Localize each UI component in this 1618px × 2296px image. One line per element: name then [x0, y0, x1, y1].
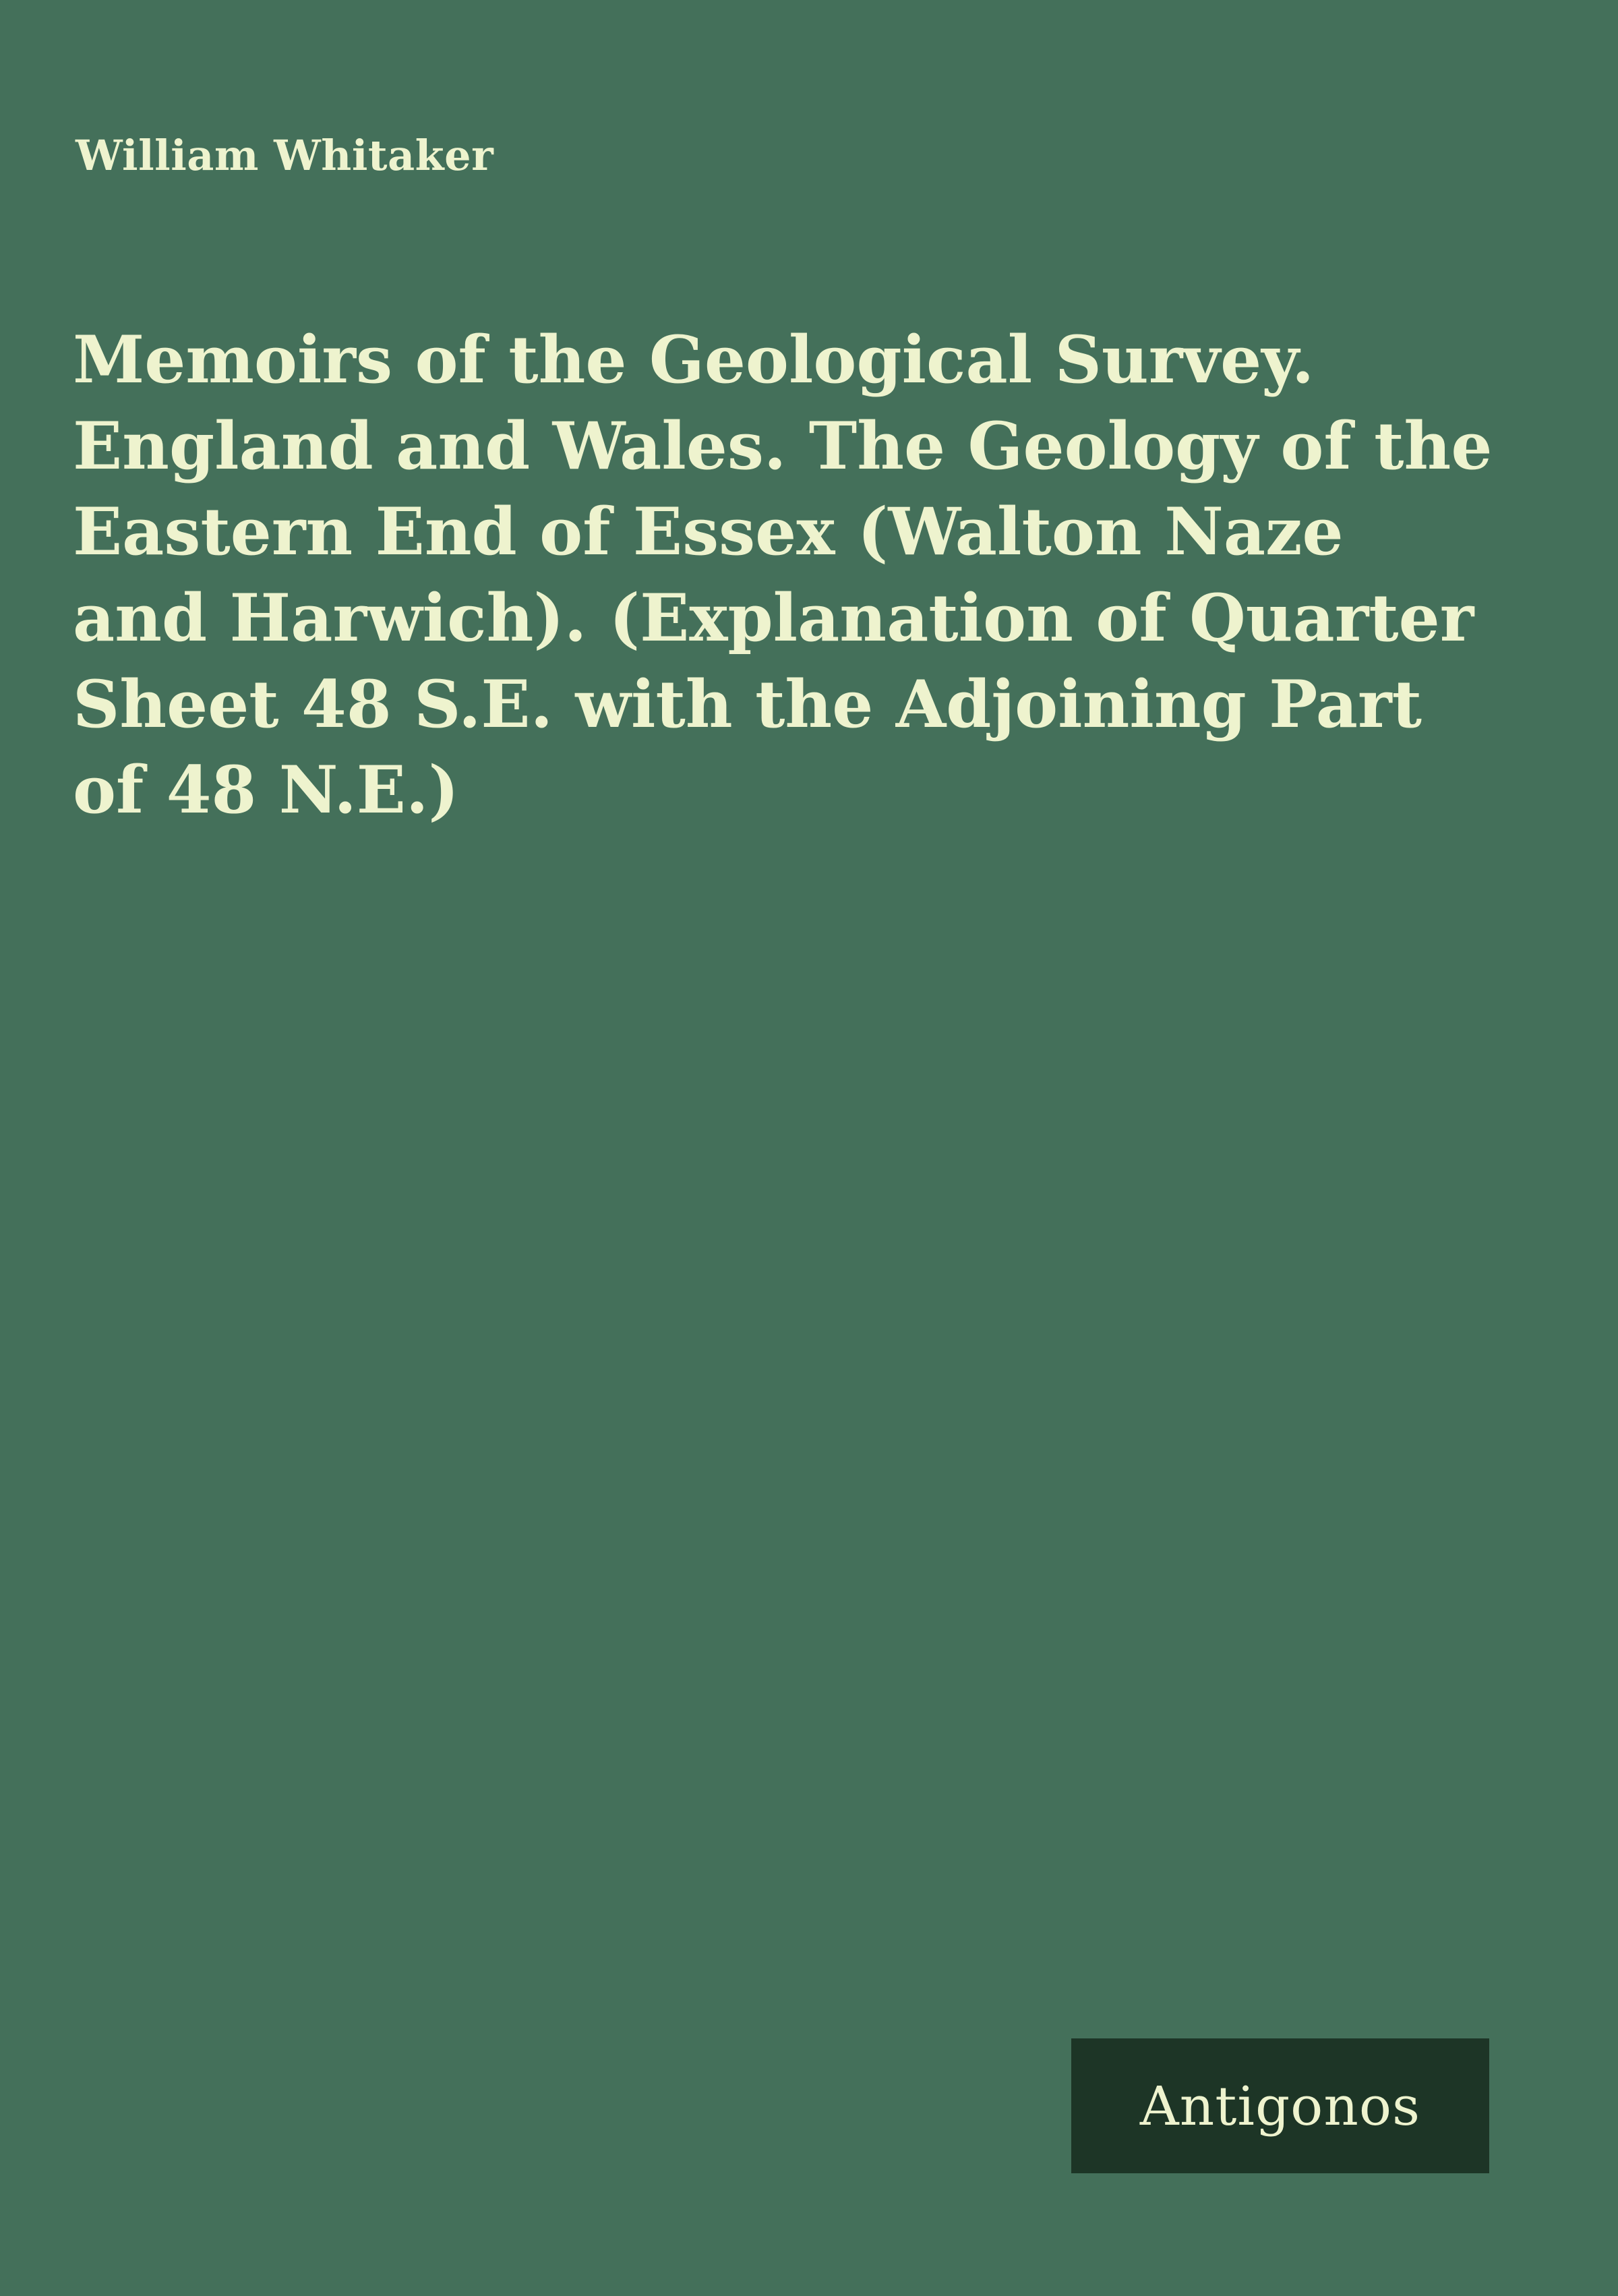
author-name: William Whitaker: [76, 131, 494, 180]
book-title: Memoirs of the Geological Survey. England and Wales. The Geology of the Eastern End of Essex (Walton Naze and Harwich). (Explanation of Quarter Sheet 48 S.E. with the Adjoining Part of 48 N.E.): [73, 322, 1493, 829]
publisher-name: Antigonos: [1139, 2074, 1421, 2138]
publisher-badge: [1071, 2038, 1489, 2173]
